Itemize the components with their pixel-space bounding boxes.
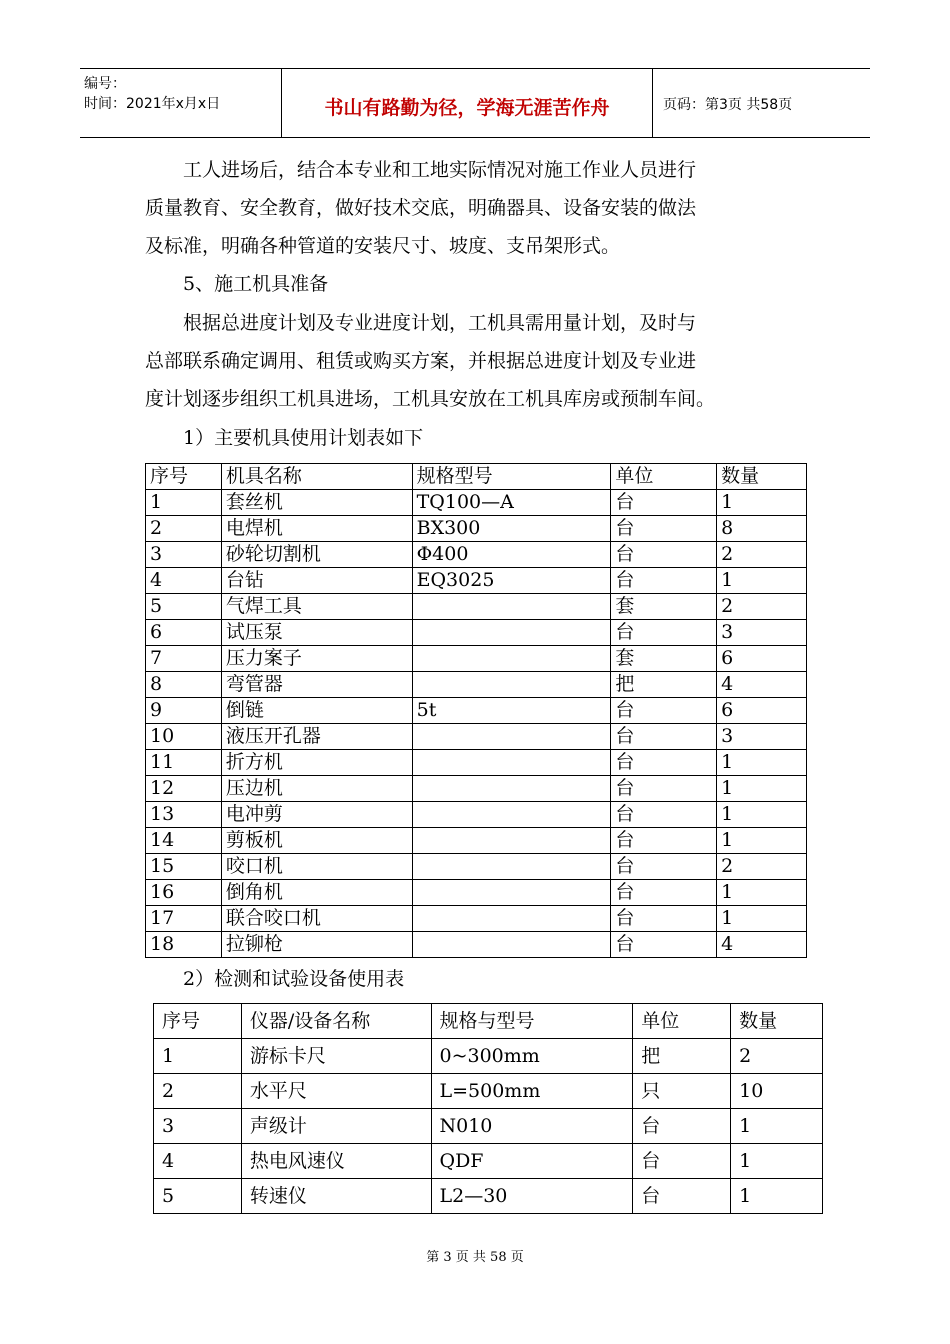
table-header-cell: 数量 — [717, 464, 807, 490]
table-cell: 3 — [154, 1109, 242, 1144]
table-cell: 8 — [717, 516, 807, 542]
table-cell — [412, 802, 611, 828]
table-cell: 3 — [146, 542, 222, 568]
header-motto: 书山有路勤为径，学海无涯苦作舟 — [324, 97, 610, 119]
table-header-row — [154, 1004, 823, 1039]
table-cell: 台 — [611, 516, 717, 542]
table-cell: L=500mm — [431, 1074, 633, 1109]
table-cell: 5t — [412, 698, 611, 724]
table-cell: 1 — [731, 1144, 823, 1179]
table-cell: 1 — [717, 490, 807, 516]
table-row — [146, 854, 807, 880]
document-date: 时间：2021年x月x日 — [84, 96, 221, 112]
table-cell: 6 — [717, 646, 807, 672]
table-row — [146, 594, 807, 620]
table-row — [146, 620, 807, 646]
table-cell — [412, 594, 611, 620]
table-cell: 电冲剪 — [221, 802, 412, 828]
table-cell: 试压泵 — [221, 620, 412, 646]
table-cell: BX300 — [412, 516, 611, 542]
table1-caption: 1）主要机具使用计划表如下 — [183, 427, 424, 449]
table-cell: 把 — [611, 672, 717, 698]
table-cell: 弯管器 — [221, 672, 412, 698]
table-cell: 2 — [146, 516, 222, 542]
table-cell: 1 — [146, 490, 222, 516]
table-cell: 4 — [154, 1144, 242, 1179]
paragraph-line: 工人进场后，结合本专业和工地实际情况对施工作业人员进行 — [183, 159, 697, 181]
table-cell: 台 — [611, 750, 717, 776]
table-cell: 台 — [633, 1179, 731, 1214]
table-cell: 4 — [146, 568, 222, 594]
table-row — [146, 776, 807, 802]
table-row — [154, 1039, 823, 1074]
table-cell: 把 — [633, 1039, 731, 1074]
table-row — [146, 672, 807, 698]
table-cell: 2 — [717, 542, 807, 568]
table-cell: 台钻 — [221, 568, 412, 594]
table-cell: 台 — [611, 698, 717, 724]
table-cell: 4 — [717, 932, 807, 958]
table-cell: 1 — [717, 802, 807, 828]
table-cell — [412, 750, 611, 776]
table-row — [146, 724, 807, 750]
header-page-cell — [653, 69, 870, 137]
test-equipment-table — [153, 1003, 823, 1214]
table-row — [146, 750, 807, 776]
table-cell: 拉铆枪 — [221, 932, 412, 958]
table-cell: 只 — [633, 1074, 731, 1109]
table-row — [146, 516, 807, 542]
table-row — [154, 1144, 823, 1179]
table-cell — [412, 646, 611, 672]
table-cell: 6 — [146, 620, 222, 646]
table-cell: 倒角机 — [221, 880, 412, 906]
table-row — [146, 490, 807, 516]
table-row — [146, 646, 807, 672]
header-motto-cell — [282, 69, 653, 137]
table-header-cell: 机具名称 — [221, 464, 412, 490]
table-row — [146, 828, 807, 854]
table-cell: 咬口机 — [221, 854, 412, 880]
table-cell: 6 — [717, 698, 807, 724]
table-cell: 1 — [731, 1109, 823, 1144]
table-cell: 热电风速仪 — [241, 1144, 431, 1179]
table-cell: 台 — [611, 776, 717, 802]
table-cell: 17 — [146, 906, 222, 932]
table-cell: 1 — [717, 750, 807, 776]
table-cell: N010 — [431, 1109, 633, 1144]
table-header-row — [146, 464, 807, 490]
table-cell: 1 — [731, 1179, 823, 1214]
table-header-cell: 规格型号 — [412, 464, 611, 490]
paragraph-line: 及标准，明确各种管道的安装尺寸、坡度、支吊架形式。 — [145, 235, 621, 257]
table-cell: 2 — [731, 1039, 823, 1074]
paragraph-line: 根据总进度计划及专业进度计划，工机具需用量计划，及时与 — [183, 312, 697, 334]
page-footer: 第 3 页 共 58 页 — [426, 1250, 524, 1265]
table-row — [146, 568, 807, 594]
table-cell: 3 — [717, 620, 807, 646]
table-cell: 倒链 — [221, 698, 412, 724]
table-cell: 2 — [717, 594, 807, 620]
table-cell — [412, 724, 611, 750]
table-cell: 水平尺 — [241, 1074, 431, 1109]
table-header-cell: 单位 — [633, 1004, 731, 1039]
paragraph-line: 度计划逐步组织工机具进场，工机具安放在工机具库房或预制车间。 — [145, 388, 716, 410]
table-cell: 14 — [146, 828, 222, 854]
table-cell: 10 — [146, 724, 222, 750]
table-header-cell: 序号 — [154, 1004, 242, 1039]
table-cell: 10 — [731, 1074, 823, 1109]
table-cell: L2—30 — [431, 1179, 633, 1214]
table-header-cell: 规格与型号 — [431, 1004, 633, 1039]
table-cell — [412, 620, 611, 646]
table-cell: 液压开孔器 — [221, 724, 412, 750]
table-row — [146, 880, 807, 906]
table-cell: 18 — [146, 932, 222, 958]
table-cell: 13 — [146, 802, 222, 828]
table-cell: 台 — [611, 880, 717, 906]
table-cell — [412, 906, 611, 932]
paragraph-tools-plan — [145, 304, 815, 418]
table-cell: 气焊工具 — [221, 594, 412, 620]
table-row — [154, 1074, 823, 1109]
table-cell: 套丝机 — [221, 490, 412, 516]
table-cell: 台 — [611, 828, 717, 854]
table-cell: 台 — [611, 568, 717, 594]
table-cell: 12 — [146, 776, 222, 802]
table-header-cell: 序号 — [146, 464, 222, 490]
table-cell: 1 — [717, 776, 807, 802]
document-number-label: 编号： — [84, 76, 126, 92]
table-cell: 台 — [611, 542, 717, 568]
table-cell: 游标卡尺 — [241, 1039, 431, 1074]
table-cell: 台 — [611, 490, 717, 516]
main-tools-table — [145, 463, 807, 958]
table-cell: 压力案子 — [221, 646, 412, 672]
table2-caption: 2）检测和试验设备使用表 — [183, 968, 405, 990]
table-row — [154, 1179, 823, 1214]
paragraph-line: 质量教育、安全教育，做好技术交底，明确器具、设备安装的做法 — [145, 197, 697, 219]
table-cell: 5 — [146, 594, 222, 620]
table-cell: 台 — [633, 1109, 731, 1144]
page-header — [80, 68, 870, 138]
table-cell: 1 — [154, 1039, 242, 1074]
table-cell: 0~300mm — [431, 1039, 633, 1074]
table-cell: 台 — [611, 620, 717, 646]
table-cell: 4 — [717, 672, 807, 698]
paragraph-worker-training — [145, 151, 815, 265]
table-cell: 15 — [146, 854, 222, 880]
table-cell: 台 — [611, 854, 717, 880]
table-row — [146, 542, 807, 568]
table-row — [154, 1109, 823, 1144]
table-cell — [412, 828, 611, 854]
table-cell: 剪板机 — [221, 828, 412, 854]
header-meta — [80, 69, 282, 137]
table-cell: 折方机 — [221, 750, 412, 776]
table-row — [146, 932, 807, 958]
table-cell: 砂轮切割机 — [221, 542, 412, 568]
table-cell — [412, 776, 611, 802]
table-cell: 7 — [146, 646, 222, 672]
table-cell: Φ400 — [412, 542, 611, 568]
table-cell — [412, 672, 611, 698]
table-cell: 1 — [717, 880, 807, 906]
table-header-cell: 数量 — [731, 1004, 823, 1039]
table-cell: 1 — [717, 906, 807, 932]
table-cell: 8 — [146, 672, 222, 698]
table-header-cell: 单位 — [611, 464, 717, 490]
table-cell: 台 — [611, 802, 717, 828]
header-page-info: 页码：第3页 共58页 — [663, 97, 793, 113]
paragraph-line: 总部联系确定调用、租赁或购买方案，并根据总进度计划及专业进 — [145, 350, 697, 372]
table-cell: 台 — [611, 906, 717, 932]
table-cell: 16 — [146, 880, 222, 906]
table-cell: 2 — [154, 1074, 242, 1109]
section-heading-tools: 5、施工机具准备 — [183, 273, 329, 295]
table-cell: 9 — [146, 698, 222, 724]
table-cell: 台 — [611, 932, 717, 958]
table-cell: 2 — [717, 854, 807, 880]
table-row — [146, 698, 807, 724]
table-cell: 套 — [611, 594, 717, 620]
table-cell: 套 — [611, 646, 717, 672]
table-cell — [412, 854, 611, 880]
table-cell — [412, 880, 611, 906]
table-cell: 5 — [154, 1179, 242, 1214]
table-cell: QDF — [431, 1144, 633, 1179]
table-cell: EQ3025 — [412, 568, 611, 594]
table-row — [146, 802, 807, 828]
table-cell: 压边机 — [221, 776, 412, 802]
table-cell: 声级计 — [241, 1109, 431, 1144]
table-cell: 3 — [717, 724, 807, 750]
table-cell: 联合咬口机 — [221, 906, 412, 932]
table-cell: TQ100—A — [412, 490, 611, 516]
table-header-cell: 仪器/设备名称 — [241, 1004, 431, 1039]
table-cell: 台 — [633, 1144, 731, 1179]
table-cell: 1 — [717, 568, 807, 594]
table-cell: 11 — [146, 750, 222, 776]
table-cell: 转速仪 — [241, 1179, 431, 1214]
table-row — [146, 906, 807, 932]
table-cell: 1 — [717, 828, 807, 854]
table-cell: 电焊机 — [221, 516, 412, 542]
table-cell: 台 — [611, 724, 717, 750]
table-cell — [412, 932, 611, 958]
